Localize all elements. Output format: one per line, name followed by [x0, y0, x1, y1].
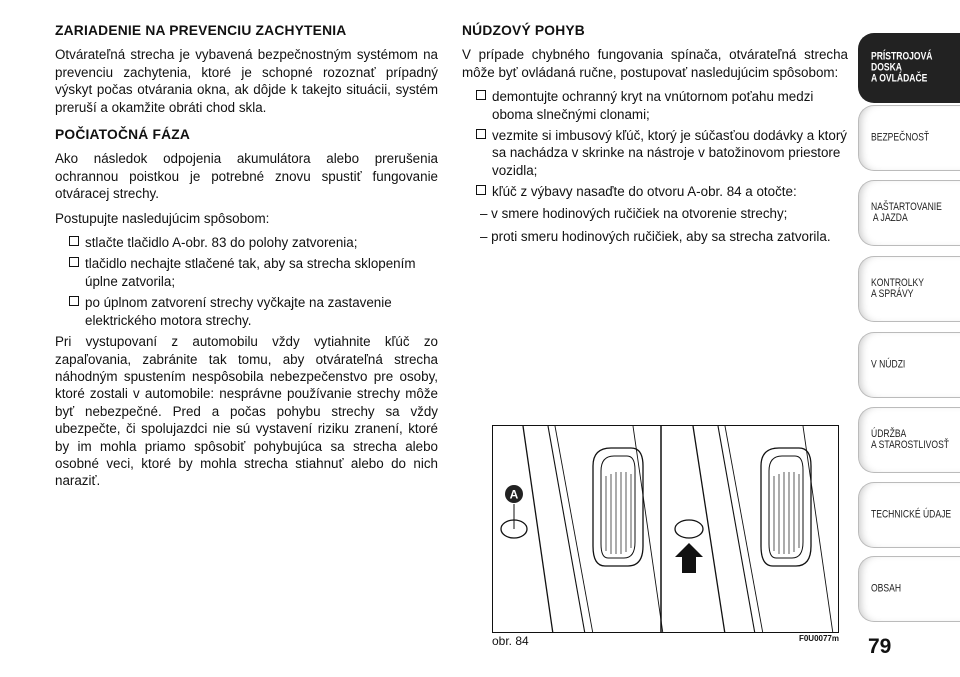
procedure-intro: Postupujte nasledujúcim spôsobom: [55, 210, 270, 226]
emergency-list [462, 88, 848, 200]
checkbox-bullet-icon [476, 129, 486, 139]
emergency-movement-heading: NÚDZOVÝ POHYB [462, 23, 585, 38]
initial-phase-heading: POČIATOČNÁ FÁZA [55, 127, 191, 143]
emergency-intro: V prípade chybného fungovania spínača, otvárateľná strecha môže byť ovládaná ručne, postupovať nasledujúcim spôsobom: [462, 47, 848, 80]
tab-warning-lights[interactable]: KONTROLKY A SPRÁVY [858, 256, 960, 322]
checkbox-bullet-icon [476, 185, 486, 195]
initial-phase-paragraph: Ako následok odpojenia akumulátora alebo prerušenia ochrannou poistkou je potrebné znovu spustiť fungovanie otváracej strechy. [55, 151, 438, 202]
checkbox-bullet-icon [69, 236, 79, 246]
cover-icon [675, 520, 703, 538]
figure-code: F0U0077m [798, 634, 839, 643]
tab-maintenance[interactable]: ÚDRŽBA A STAROSTLIVOSŤ [858, 407, 960, 473]
list-item: stlačte tlačidlo A-obr. 83 do polohy zatvorenia; [55, 234, 438, 251]
checkbox-bullet-icon [476, 90, 486, 100]
left-column [55, 22, 438, 497]
tab-safety[interactable]: BEZPEČNOSŤ [858, 105, 960, 171]
tab-technical-data[interactable]: TECHNICKÉ ÚDAJE [858, 482, 960, 548]
tab-starting-driving[interactable]: NAŠTARTOVANIE A JAZDA [858, 180, 960, 246]
list-item: tlačidlo nechajte stlačené tak, aby sa strecha sklopením úplne zatvorila; [55, 255, 438, 290]
right-column [462, 22, 848, 251]
marker-a-label: A [509, 487, 519, 502]
dash-item-counterclockwise: – proti smeru hodinových ručičiek, aby sa strecha zatvorila. [480, 229, 831, 245]
procedure-list [55, 234, 438, 329]
anti-pinch-heading: ZARIADENIE NA PREVENCIU ZACHYTENIA [55, 23, 347, 38]
list-item: vezmite si imbusový kľúč, ktorý je súčasťou dodávky a ktorý sa nachádza v skrinke na nástroje v batožinovom priestore vozidla; [462, 127, 848, 179]
anti-pinch-paragraph: Otvárateľná strecha je vybavená bezpečnostným systémom na prevenciu zachytenia, ktoré je schopné rozoznať prípadný výskyt počas otvárania okna, ak dôjde k takejto situácii, systém preruší a okamžite obráti chod skla. [55, 47, 438, 115]
warning-paragraph: Pri vystupovaní z automobilu vždy vytiahnite kľúč zo zapaľovania, zabránite tak tomu, aby otvárateľná strecha náhodným spustením nespôsobila nebezpečenstvo pre osoby, ktoré zostali v automobile: nesprávne používanie strechy môže byť nebezpečné. Pred a počas pohybu strechy sa vždy ubezpečte, či spolujazdci nie sú vystavení riziku zranení, ktoré by im mohla priamo spôsobiť pohybujúca sa strecha alebo osobné veci, ktoré by mohla strecha stiahnuť alebo do nich naraziť. [55, 334, 438, 489]
section-tabs [858, 0, 960, 677]
roof-illustration [493, 426, 839, 633]
list-item: demontujte ochranný kryt na vnútornom poťahu medzi oboma slnečnými clonami; [462, 88, 848, 123]
up-arrow-icon [675, 543, 703, 573]
figure-84 [492, 425, 839, 633]
dash-item-clockwise: – v smere hodinových ručičiek na otvorenie strechy; [480, 205, 788, 221]
list-item: kľúč z výbavy nasaďte do otvoru A-obr. 84 a otočte: [462, 183, 848, 200]
tab-emergency[interactable]: V NÚDZI [858, 332, 960, 398]
list-item: po úplnom zatvorení strechy vyčkajte na zastavenie elektrického motora strechy. [55, 294, 438, 329]
figure-label: obr. 84 [492, 634, 529, 648]
tab-contents[interactable]: OBSAH [858, 556, 960, 622]
page-number: 79 [868, 635, 892, 658]
figure-caption [492, 634, 839, 650]
tab-dashboard-controls[interactable]: PRÍSTROJOVÁ DOSKA A OVLÁDAČE [858, 33, 960, 103]
checkbox-bullet-icon [69, 296, 79, 306]
checkbox-bullet-icon [69, 257, 79, 267]
